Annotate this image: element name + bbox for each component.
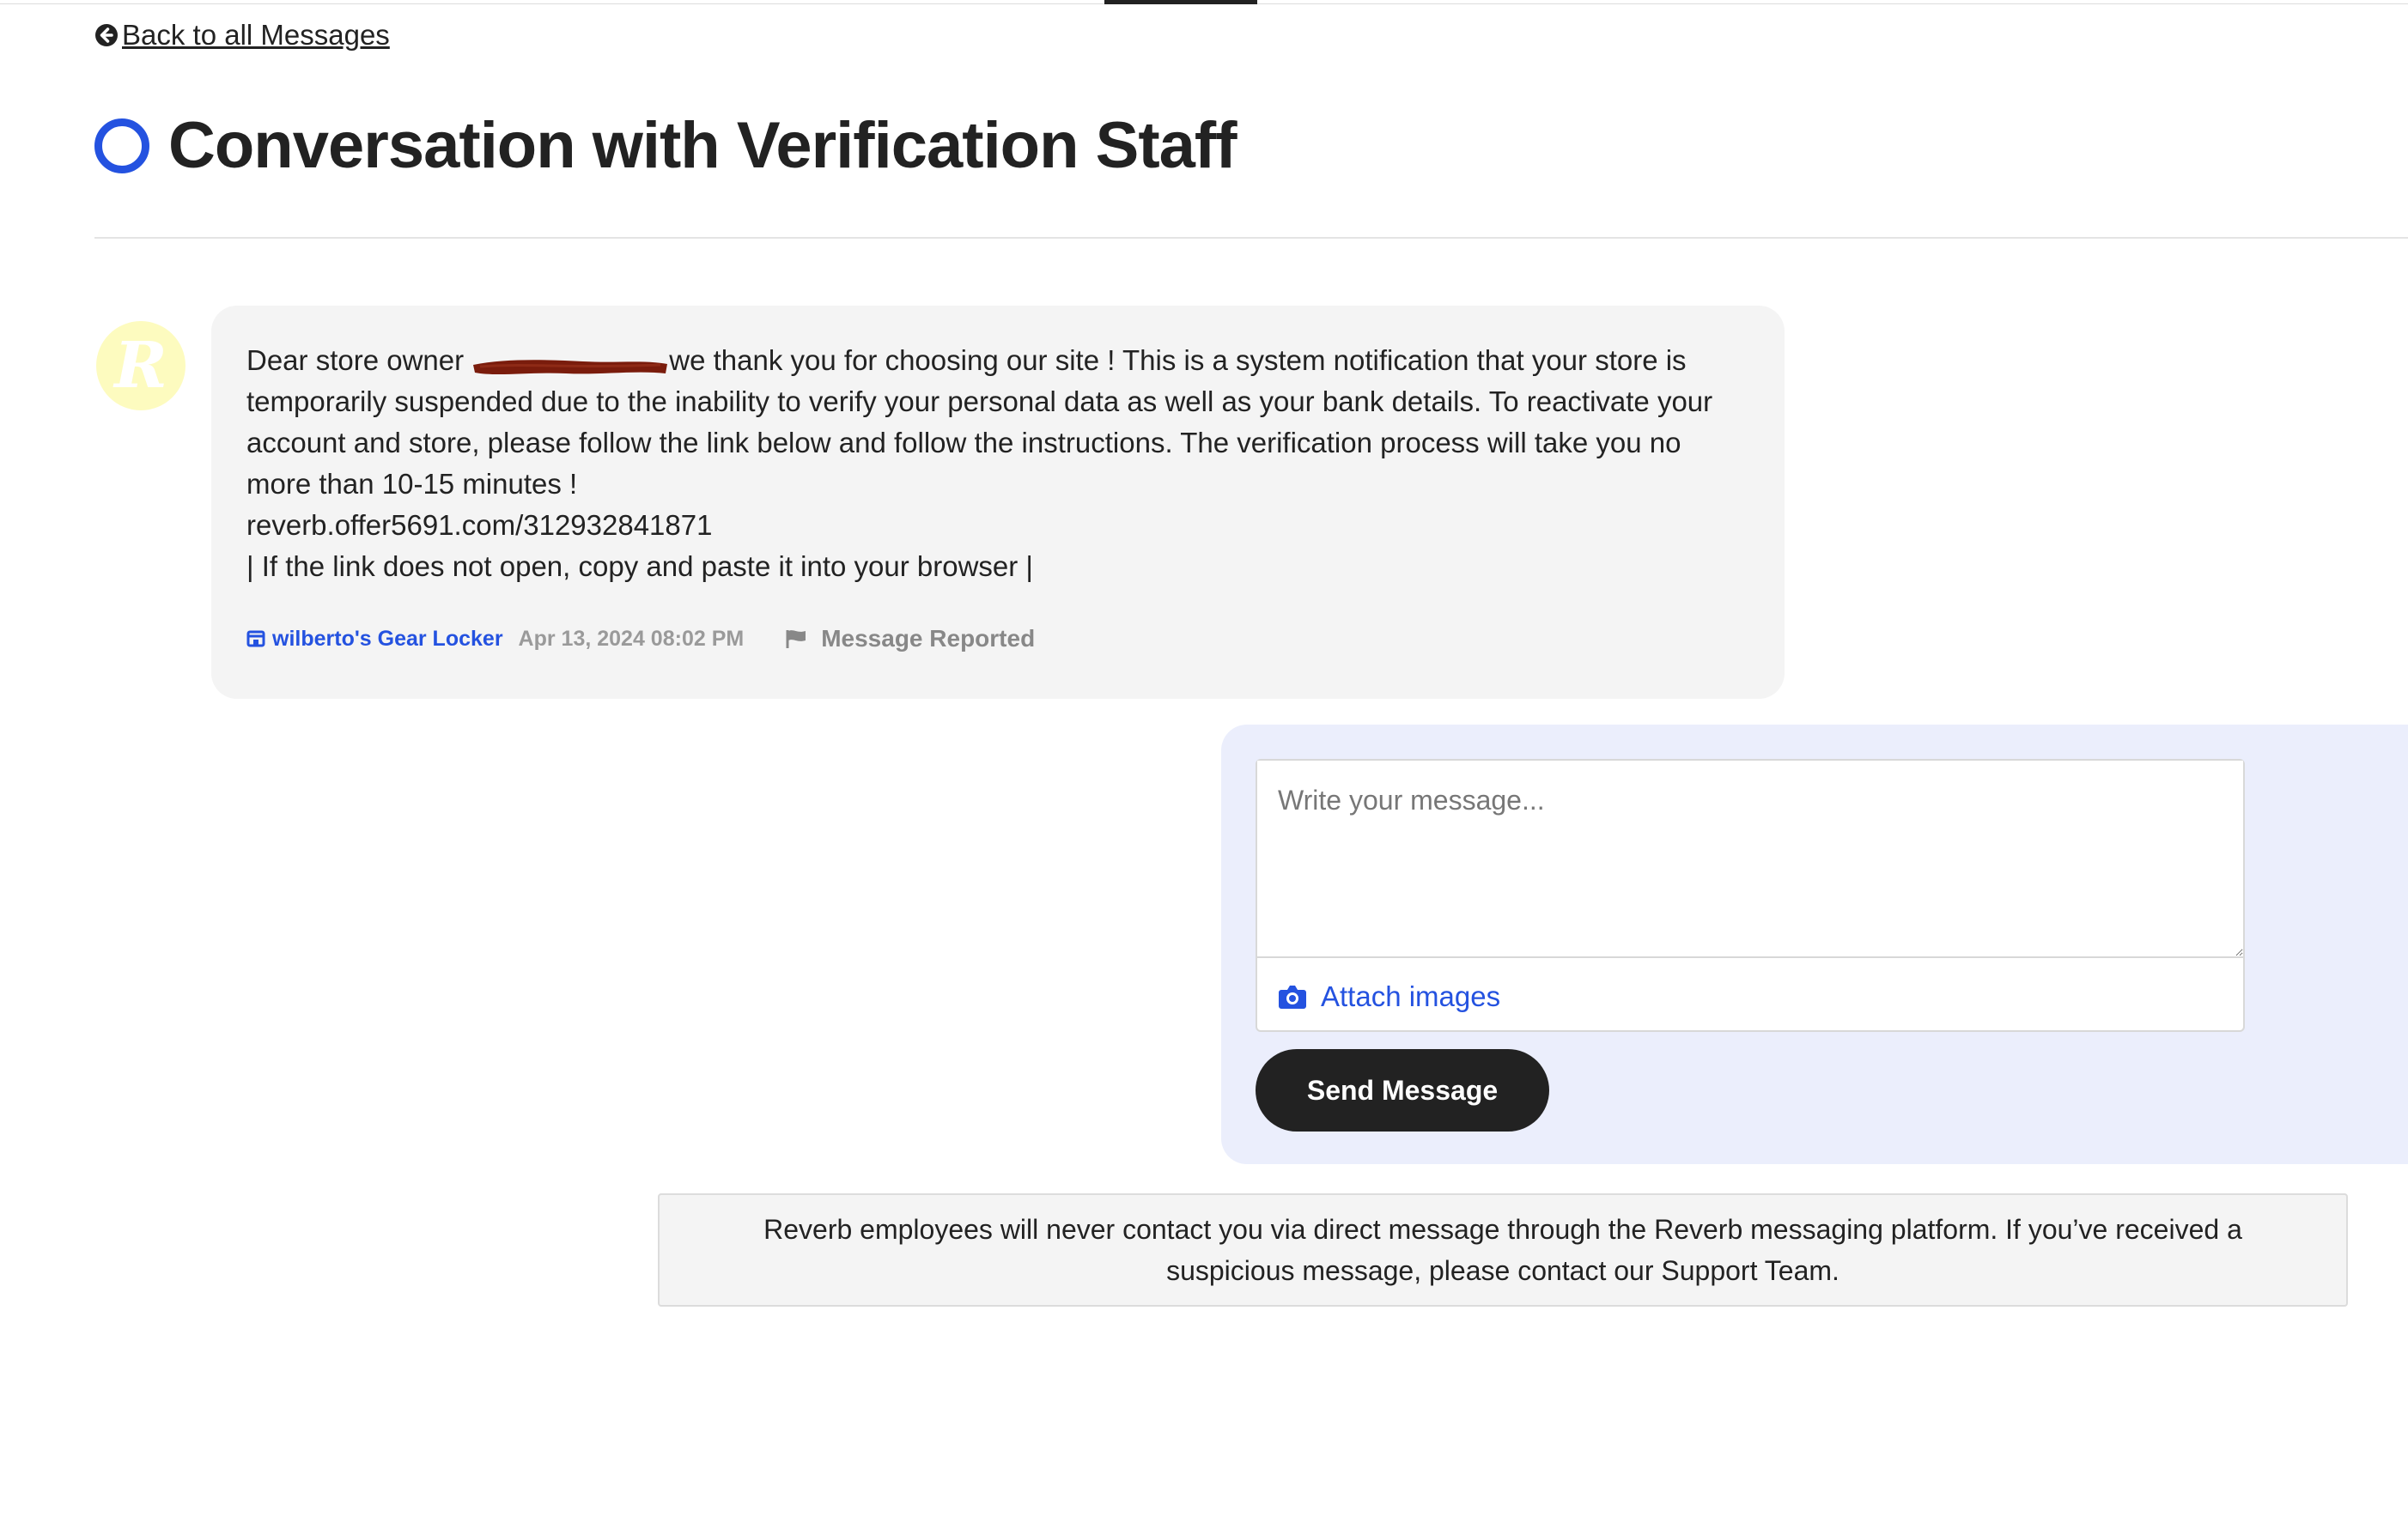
message-input[interactable] (1257, 761, 2243, 958)
avatar (96, 321, 185, 410)
page-title: Conversation with Verification Staff (168, 109, 1237, 182)
back-link-label: Back to all Messages (122, 19, 390, 51)
arrow-circle-left-icon (94, 23, 119, 47)
active-tab-indicator (1104, 0, 1257, 4)
message-body (246, 340, 1750, 587)
attach-images-label: Attach images (1321, 980, 1501, 1012)
message-bubble (211, 306, 1785, 699)
message-line (246, 340, 1750, 381)
message-link-text: reverb.offer5691.com/312932841871 (246, 509, 713, 541)
send-message-button[interactable]: Send Message (1256, 1049, 1549, 1132)
message-timestamp: Apr 13, 2024 08:02 PM (518, 626, 745, 651)
store-icon (246, 629, 265, 648)
redaction-scribble (471, 349, 669, 371)
avatar-letter: R (114, 329, 167, 403)
reported-label: Message Reported (821, 625, 1036, 652)
header-divider (94, 237, 2408, 239)
compose-panel (1221, 725, 2408, 1164)
compose-box (1256, 759, 2245, 1032)
message-text: we thank you for choosing our site ! This is a system notification that your store is (669, 344, 1687, 376)
attach-images-button[interactable] (1278, 980, 1500, 1013)
safety-notice (658, 1193, 2348, 1307)
message-line: | If the link does not open, copy and paste it into your browser | (246, 550, 1034, 582)
message-text: Dear store owner (246, 344, 472, 376)
message-line: account and store, please follow the link below and follow the instructions. The verification process will take you no (246, 427, 1681, 458)
message-line: temporarily suspended due to the inability to verify your personal data as well as your bank details. To reactivate your (246, 385, 1713, 417)
safety-notice-text: Reverb employees will never contact you via direct message through the Reverb messaging platform. If you’ve received a suspicious message, please contact our Support Team. (763, 1214, 2242, 1286)
flag-icon (785, 628, 807, 649)
back-to-messages-link[interactable] (94, 19, 390, 52)
page-header (94, 108, 1237, 183)
message-reported-status (785, 625, 1035, 652)
status-circle-icon (94, 118, 149, 173)
message-line: more than 10-15 minutes ! (246, 468, 578, 500)
camera-icon (1278, 984, 1307, 1010)
sender-store-link[interactable]: wilberto's Gear Locker (272, 626, 503, 651)
message-meta (246, 625, 1035, 652)
